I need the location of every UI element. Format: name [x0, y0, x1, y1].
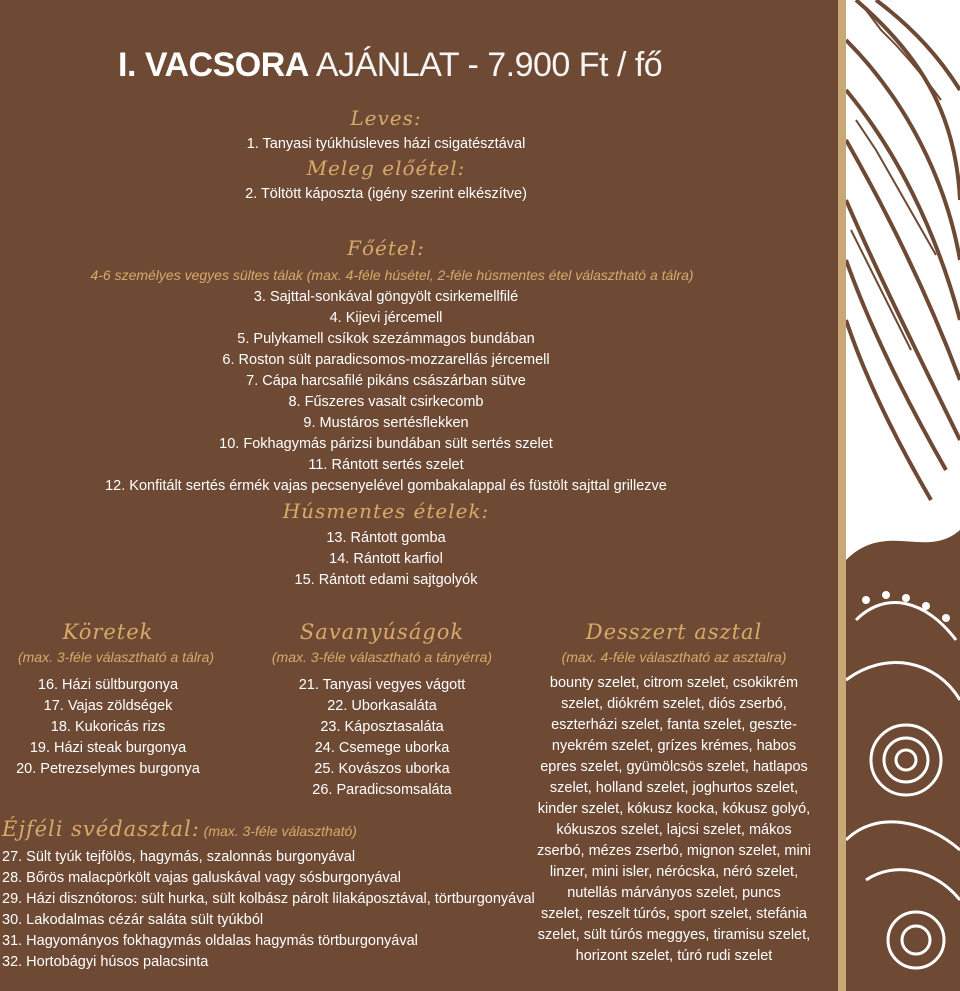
list-item: 31. Hagyományos fokhagymás oldalas hagymás törtburgonyával [2, 933, 418, 949]
midnight-buffet-header [2, 817, 357, 841]
gold-border-strip [838, 0, 846, 991]
list-item: 14. Rántott karfiol [329, 551, 443, 567]
list-item: 28. Bőrös malacpörkölt vajas galuskával vagy sósburgonyával [2, 870, 401, 886]
list-item: 30. Lakodalmas cézár saláta sült tyúkból [2, 912, 264, 928]
main-course-heading: Főétel: [347, 236, 425, 260]
list-item: 6. Roston sült paradicsomos-mozzarellás jércemell [222, 352, 550, 368]
starter-heading: Meleg előétel: [306, 156, 466, 180]
menu-title-bold: I. VACSORA [118, 46, 309, 84]
dessert-line: epres szelet, gyümölcsös szelet, hatlapos [540, 759, 808, 775]
menu-title-price: AJÁNLAT - 7.900 Ft / fő [308, 46, 663, 84]
sides-list [0, 675, 216, 780]
soup-heading: Leves: [350, 106, 422, 130]
list-item: 7. Cápa harcsafilé pikáns császárban sütve [246, 373, 526, 389]
list-item: 29. Házi disznótoros: sült hurka, sült kolbász párolt lilakáposztával, törtburgonyával [2, 891, 535, 907]
dessert-line: nyekrém szelet, grízes krémes, habos [551, 738, 797, 754]
pickles-list [250, 675, 514, 801]
list-item: 24. Csemege uborka [314, 740, 450, 756]
pickles-note: (max. 3-féle választható a tányérra) [271, 649, 493, 665]
list-item: 4. Kijevi jércemell [329, 310, 443, 326]
dessert-line: zserbó, mézes zserbó, mignon szelet, mini [537, 843, 811, 859]
list-item: 26. Paradicsomsaláta [312, 782, 452, 798]
list-item: 11. Rántott sertés szelet [308, 457, 464, 473]
dessert-line: nutellás márványos szelet, puncs [567, 885, 781, 901]
meatfree-list [0, 528, 772, 591]
dessert-line: bounty szelet, citrom szelet, csokikrém [549, 675, 799, 691]
pickles-heading: Savanyúságok [299, 620, 465, 644]
dessert-line: szelet, reszelt túrós, sport szelet, stefánia [541, 906, 807, 922]
list-item: 10. Fokhagymás párizsi bundában sült sertés szelet [219, 436, 553, 452]
dessert-line: eszterházi szelet, fanta szelet, geszte- [551, 717, 797, 733]
midnight-buffet-list [2, 847, 535, 973]
list-item: 27. Sült tyúk tejfölös, hagymás, szalonnás burgonyával [2, 849, 356, 865]
menu-title [118, 46, 662, 85]
paisley-ornament [846, 0, 960, 991]
list-item: 23. Káposztasaláta [320, 719, 444, 735]
list-item: 15. Rántott edami sajtgolyók [294, 572, 478, 588]
list-item: 9. Mustáros sertésflekken [303, 415, 469, 431]
list-item: 18. Kukoricás rizs [50, 719, 166, 735]
list-item: 12. Konfitált sertés érmék vajas pecsenyelével gombakalappal és füstölt sajttal grillezve [105, 478, 667, 494]
meatfree-heading: Húsmentes ételek: [282, 499, 490, 523]
list-item: 32. Hortobágyi húsos palacsinta [2, 954, 209, 970]
list-item: 3. Sajttal-sonkával göngyölt csirkemellfilé [253, 289, 519, 305]
list-item: 25. Kovászos uborka [314, 761, 450, 777]
dessert-line: linzer, mini isler, nérócska, néró szelet, [549, 864, 799, 880]
midnight-buffet-heading: Éjféli svédasztal: [2, 817, 200, 841]
list-item: 21. Tanyasi vegyes vágott [298, 677, 466, 693]
list-item: 5. Pulykamell csíkok szezámmagos bundában [237, 331, 535, 347]
dessert-line: szelet, diókrém szelet, diós zserbó, [561, 696, 787, 712]
list-item: 8. Fűszeres vasalt csirkecomb [288, 394, 484, 410]
dessert-line: szelet, holland szelet, joghurtos szelet, [549, 780, 799, 796]
soup-item: 1. Tanyasi tyúkhúsleves házi csigatésztával [246, 136, 526, 152]
midnight-buffet-note: (max. 3-féle választható) [199, 823, 357, 839]
dessert-note: (max. 4-féle választható az asztalra) [561, 649, 787, 665]
main-course-note: 4-6 személyes vegyes sültes tálak (max. 4-féle húsétel, 2-féle húsmentes étel választható a tálra) [90, 267, 694, 283]
sides-heading: Köretek [62, 620, 154, 644]
dessert-line: kinder szelet, kókusz kocka, kókusz golyó, [537, 801, 811, 817]
dessert-list [524, 673, 824, 967]
list-item: 20. Petrezselymes burgonya [16, 761, 200, 777]
dessert-line: kókuszos szelet, lajcsi szelet, mákos [556, 822, 792, 838]
list-item: 22. Uborkasaláta [327, 698, 437, 714]
dessert-heading: Desszert asztal [585, 620, 763, 644]
main-course-list [0, 287, 772, 497]
starter-item: 2. Töltött káposzta (igény szerint elkészítve) [245, 186, 527, 202]
dessert-line: szelet, sült túrós meggyes, tiramisu szelet, [537, 927, 811, 943]
list-item: 16. Házi sültburgonya [37, 677, 179, 693]
sides-note: (max. 3-féle választható a tálra) [17, 649, 215, 665]
list-item: 17. Vajas zöldségek [43, 698, 173, 714]
list-item: 13. Rántott gomba [326, 530, 446, 546]
list-item: 19. Házi steak burgonya [29, 740, 187, 756]
dessert-line: horizont szelet, túró rudi szelet [575, 948, 773, 964]
